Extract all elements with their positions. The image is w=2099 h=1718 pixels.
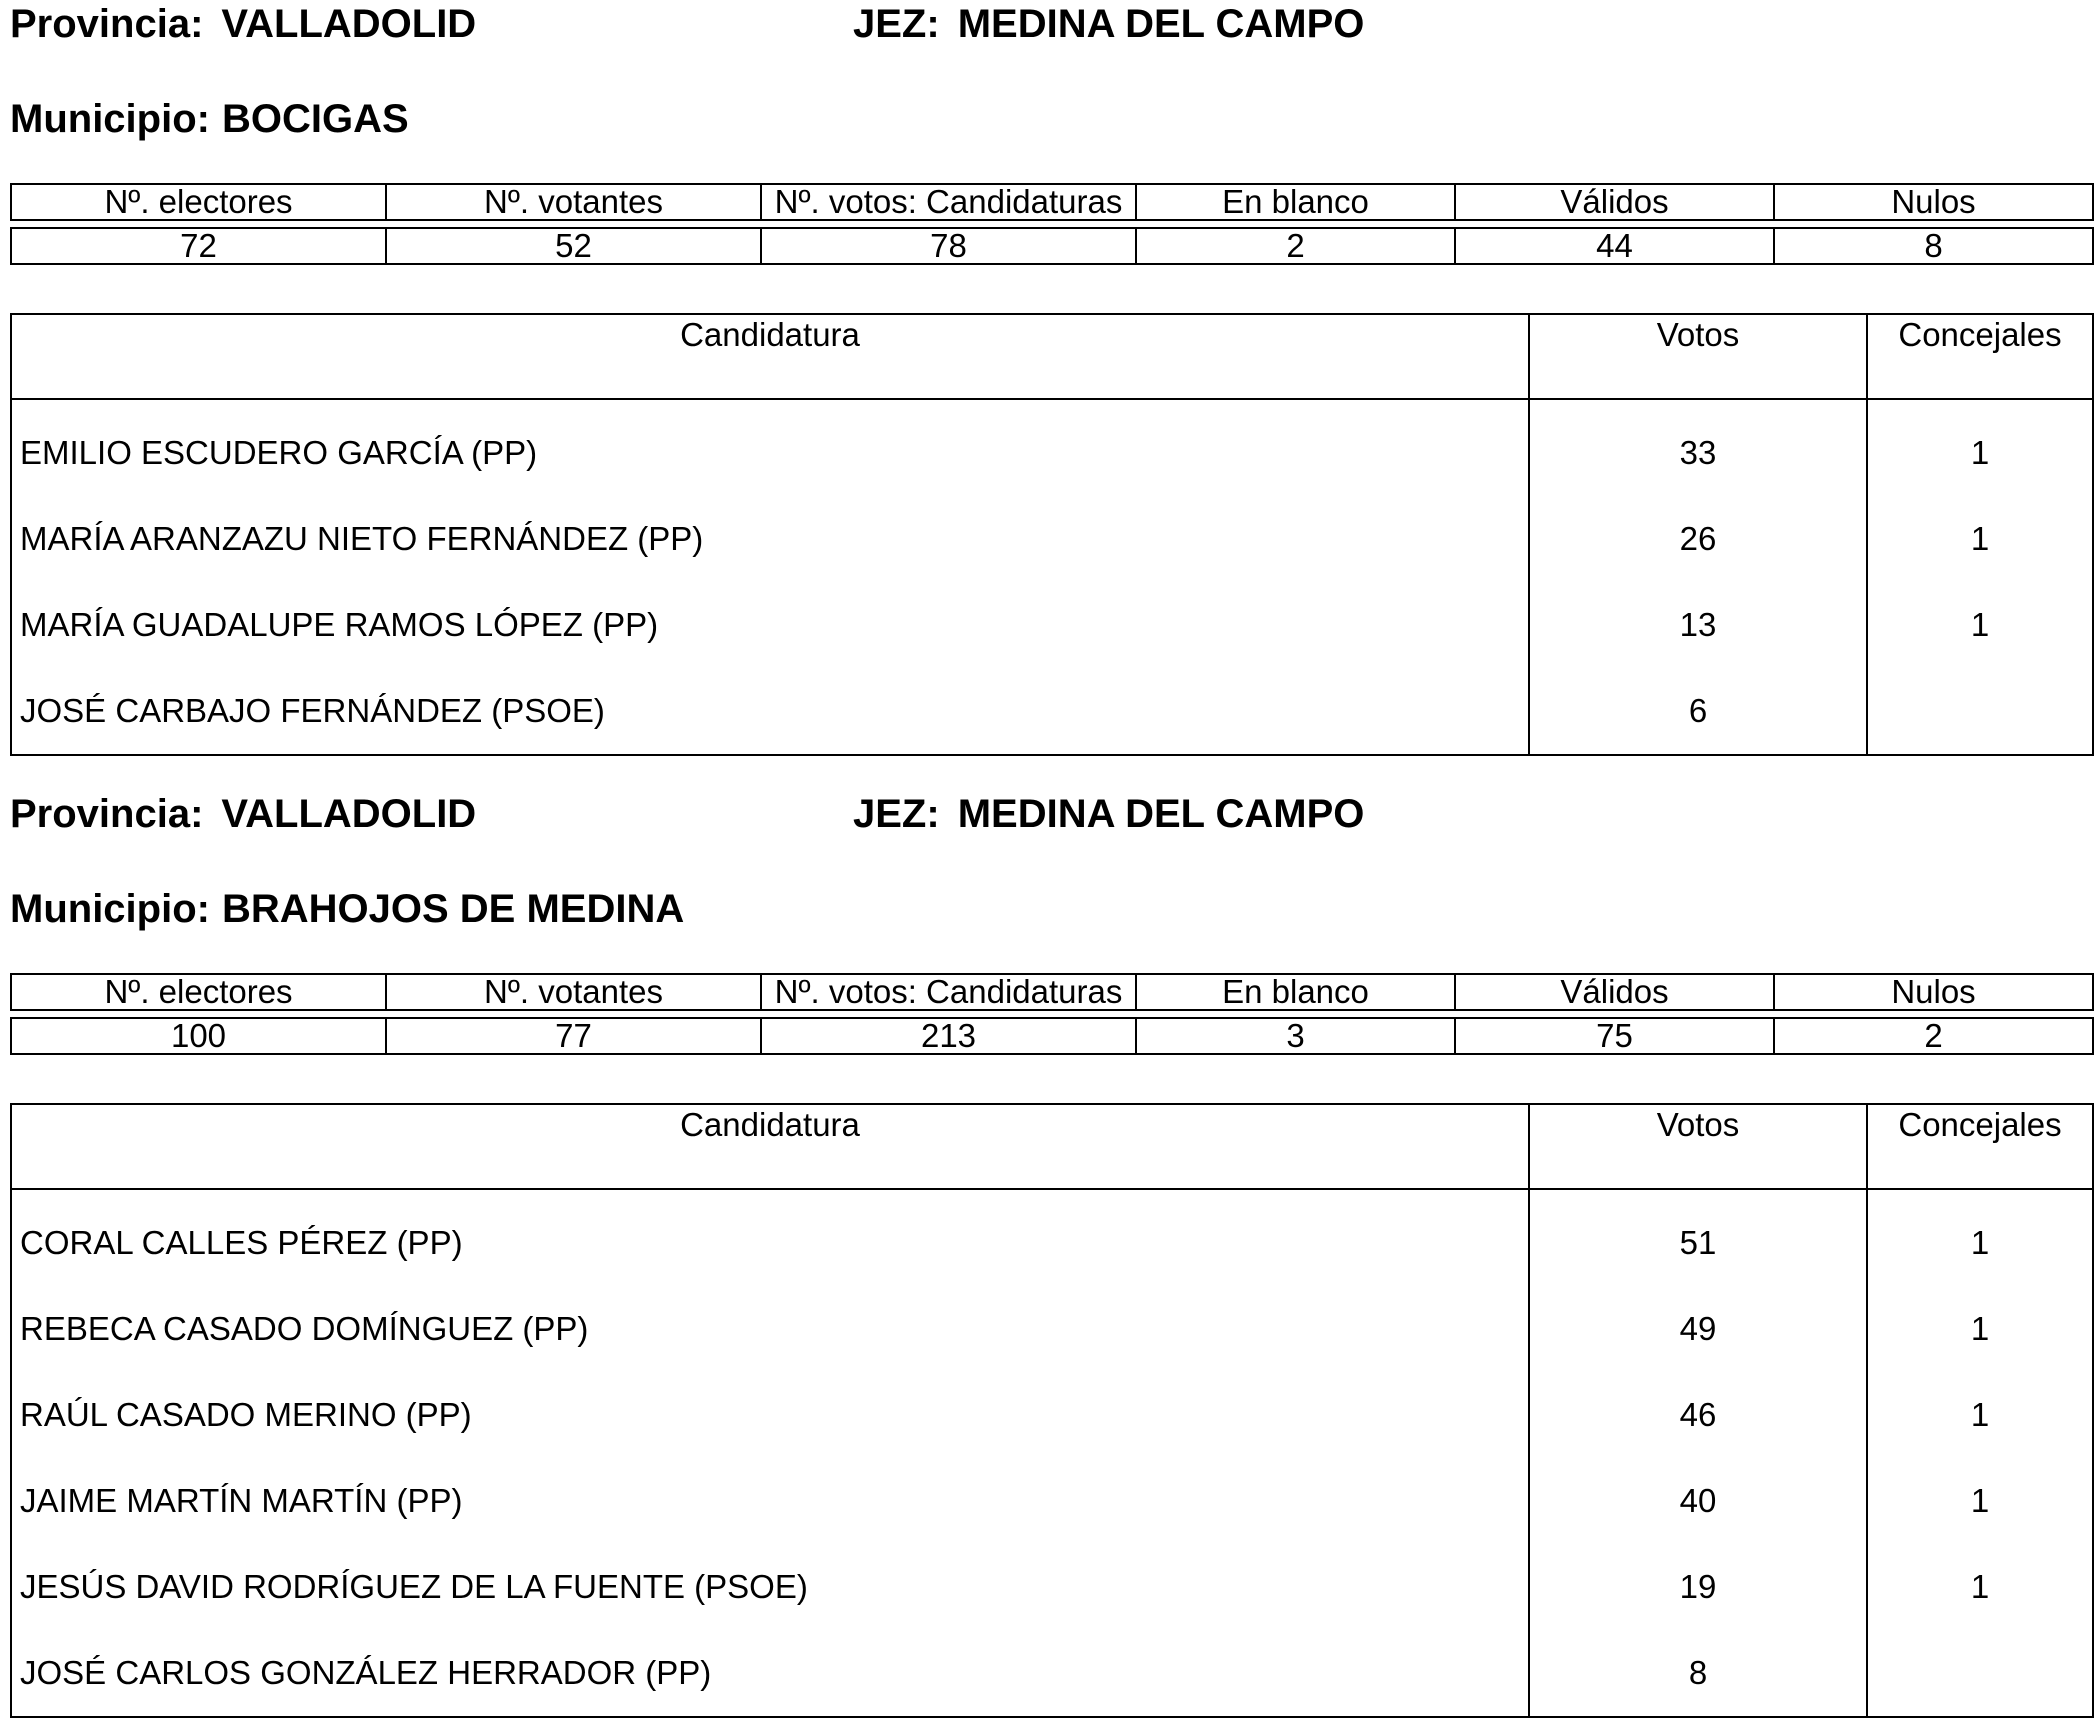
jez-label: JEZ: [853,792,940,836]
jez-line [853,0,1364,48]
candidate-concejales: 1 [1867,1458,2093,1544]
header-concejales: Concejales [1867,314,2093,399]
provincia-value: VALLADOLID [221,2,477,46]
provincia-line [10,0,476,48]
candidate-concejales: 1 [1867,496,2093,582]
municipio-line [10,95,409,143]
stats-header-votos-candidaturas: Nº. votos: Candidaturas [761,974,1136,1010]
candidates-table [10,313,2094,756]
candidates-header-row [11,1104,2093,1189]
table-row [11,582,2093,668]
stats-value-electores: 100 [11,1018,386,1054]
candidate-name: JESÚS DAVID RODRÍGUEZ DE LA FUENTE (PSOE) [11,1544,1529,1630]
candidate-name: JOSÉ CARBAJO FERNÁNDEZ (PSOE) [11,668,1529,755]
header-candidatura: Candidatura [11,1104,1529,1189]
stats-header-votantes: Nº. votantes [386,974,761,1010]
stats-header-electores: Nº. electores [11,184,386,220]
stats-value-electores: 72 [11,228,386,264]
jez-label: JEZ: [853,2,940,46]
candidates-header-row [11,314,2093,399]
provincia-line [10,790,476,838]
stats-value-nulos: 8 [1774,228,2093,264]
stats-value-votos-candidaturas: 213 [761,1018,1136,1054]
candidate-concejales: 1 [1867,399,2093,496]
stats-value-validos: 44 [1455,228,1774,264]
candidate-votos: 6 [1529,668,1867,755]
candidate-votos: 49 [1529,1286,1867,1372]
stats-value-row [11,1018,2093,1054]
jez-line [853,790,1364,838]
table-row [11,1372,2093,1458]
stats-value-en-blanco: 2 [1136,228,1455,264]
municipio-line [10,885,684,933]
stats-value-en-blanco: 3 [1136,1018,1455,1054]
municipio-label: Municipio: [10,97,210,141]
header-concejales: Concejales [1867,1104,2093,1189]
jez-value: MEDINA DEL CAMPO [957,2,1365,46]
candidate-votos: 19 [1529,1544,1867,1630]
stats-gap [11,220,2093,228]
candidate-concejales [1867,1630,2093,1717]
candidate-votos: 40 [1529,1458,1867,1544]
stats-table [10,973,2094,1055]
stats-header-electores: Nº. electores [11,974,386,1010]
table-row [11,1286,2093,1372]
header-votos: Votos [1529,1104,1867,1189]
candidate-name: REBECA CASADO DOMÍNGUEZ (PP) [11,1286,1529,1372]
candidate-concejales: 1 [1867,582,2093,668]
candidate-votos: 8 [1529,1630,1867,1717]
stats-header-validos: Válidos [1455,184,1774,220]
stats-header-votos-candidaturas: Nº. votos: Candidaturas [761,184,1136,220]
stats-header-validos: Válidos [1455,974,1774,1010]
table-row [11,668,2093,755]
candidate-votos: 46 [1529,1372,1867,1458]
stats-value-row [11,228,2093,264]
candidate-votos: 51 [1529,1189,1867,1286]
stats-value-votos-candidaturas: 78 [761,228,1136,264]
stats-value-votantes: 52 [386,228,761,264]
stats-header-en-blanco: En blanco [1136,184,1455,220]
stats-header-row [11,974,2093,1010]
stats-value-validos: 75 [1455,1018,1774,1054]
header-votos: Votos [1529,314,1867,399]
table-row [11,1458,2093,1544]
municipio-value: BRAHOJOS DE MEDINA [221,887,685,931]
table-row [11,399,2093,496]
candidates-table [10,1103,2094,1718]
candidate-name: JOSÉ CARLOS GONZÁLEZ HERRADOR (PP) [11,1630,1529,1717]
candidate-name: JAIME MARTÍN MARTÍN (PP) [11,1458,1529,1544]
candidate-votos: 33 [1529,399,1867,496]
candidate-concejales [1867,668,2093,755]
candidate-concejales: 1 [1867,1286,2093,1372]
table-row [11,1630,2093,1717]
stats-header-nulos: Nulos [1774,974,2093,1010]
provincia-label: Provincia: [10,792,204,836]
stats-header-en-blanco: En blanco [1136,974,1455,1010]
provincia-value: VALLADOLID [221,792,477,836]
candidate-name: EMILIO ESCUDERO GARCÍA (PP) [11,399,1529,496]
table-row [11,496,2093,582]
provincia-label: Provincia: [10,2,204,46]
stats-table [10,183,2094,265]
municipio-value: BOCIGAS [221,97,409,141]
results-section-1 [10,0,2092,740]
table-row [11,1544,2093,1630]
stats-value-nulos: 2 [1774,1018,2093,1054]
candidate-concejales: 1 [1867,1372,2093,1458]
stats-header-votantes: Nº. votantes [386,184,761,220]
candidate-name: MARÍA ARANZAZU NIETO FERNÁNDEZ (PP) [11,496,1529,582]
candidate-name: CORAL CALLES PÉREZ (PP) [11,1189,1529,1286]
candidate-name: RAÚL CASADO MERINO (PP) [11,1372,1529,1458]
table-row [11,1189,2093,1286]
stats-header-row [11,184,2093,220]
candidate-votos: 26 [1529,496,1867,582]
stats-value-votantes: 77 [386,1018,761,1054]
municipio-label: Municipio: [10,887,210,931]
candidate-votos: 13 [1529,582,1867,668]
header-candidatura: Candidatura [11,314,1529,399]
jez-value: MEDINA DEL CAMPO [957,792,1365,836]
results-section-2 [10,790,2092,1711]
stats-header-nulos: Nulos [1774,184,2093,220]
candidate-concejales: 1 [1867,1189,2093,1286]
stats-gap [11,1010,2093,1018]
candidate-concejales: 1 [1867,1544,2093,1630]
candidate-name: MARÍA GUADALUPE RAMOS LÓPEZ (PP) [11,582,1529,668]
